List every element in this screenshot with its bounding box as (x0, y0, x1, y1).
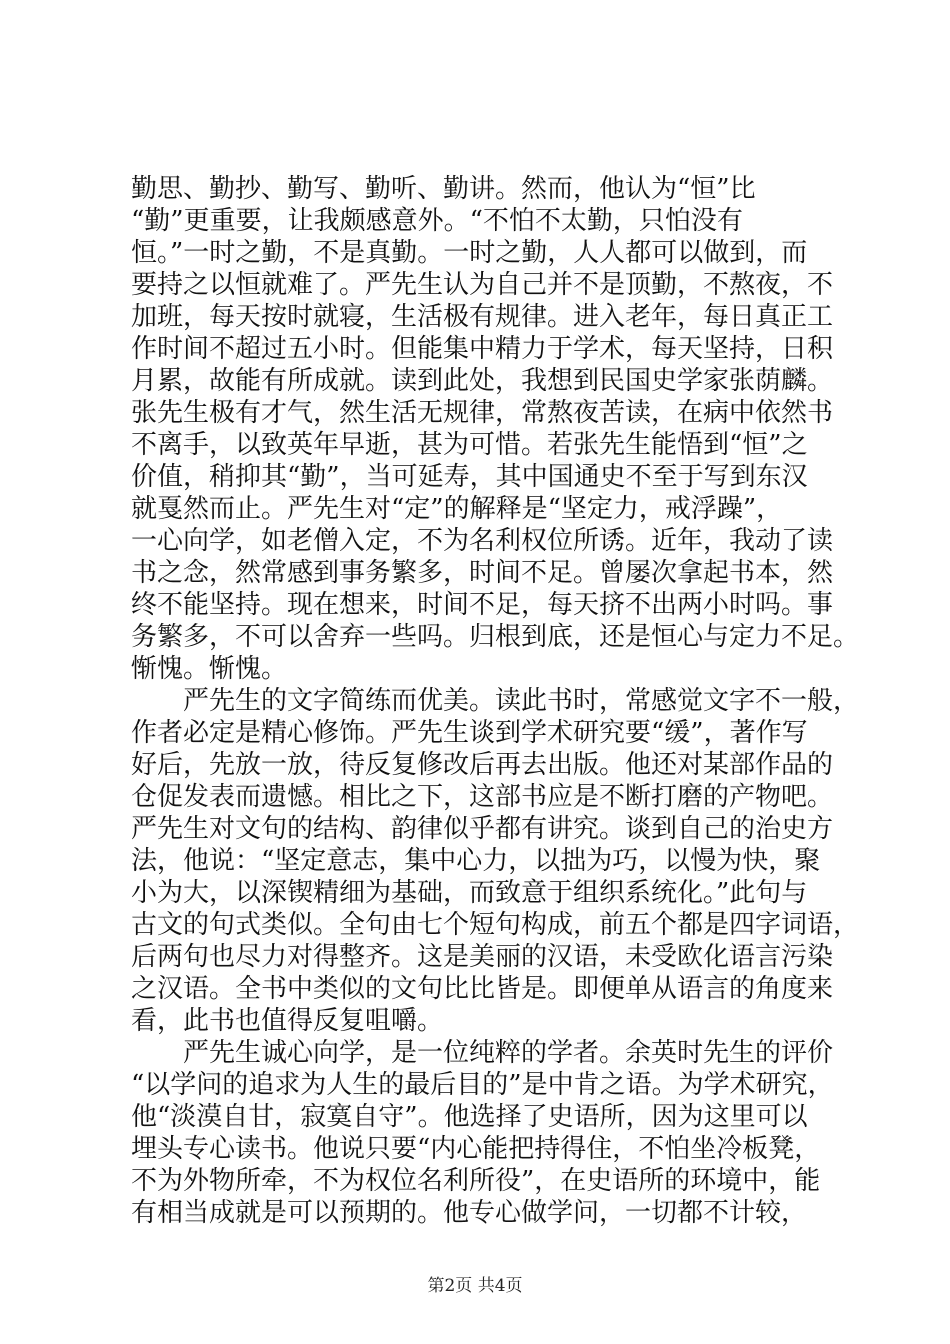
text-line: 一心向学，如老僧入定，不为名利权位所诱。近年，我动了读 (131, 526, 834, 556)
page-number: 第2页 共4页 (427, 1276, 523, 1296)
text-line: “勤”更重要，让我颇感意外。“不怕不太勤，只怕没有 (131, 206, 743, 236)
text-line: 不离手，以致英年早逝，甚为可惜。若张先生能悟到“恒”之 (131, 430, 808, 460)
text-line: 之汉语。全书中类似的文句比比皆是。即便单从语言的角度来 (131, 974, 834, 1004)
text-line: 加班，每天按时就寝，生活极有规律。进入老年，每日真正工 (131, 302, 834, 332)
text-line: 勤思、勤抄、勤写、勤听、勤讲。然而，他认为“恒”比 (131, 174, 756, 204)
text-line: 作时间不超过五小时。但能集中精力于学术，每天坚持，日积 (131, 334, 834, 364)
text-line: 有相当成就是可以预期的。他专心做学问，一切都不计较， (131, 1198, 808, 1228)
text-line: 后两句也尽力对得整齐。这是美丽的汉语，未受欧化语言污染 (131, 942, 834, 972)
text-line: 严先生的文字简练而优美。读此书时，常感觉文字不一般， (131, 686, 860, 716)
text-line: “以学问的追求为人生的最后目的”是中肯之语。为学术研究， (131, 1070, 834, 1100)
text-line: 张先生极有才气，然生活无规律，常熬夜苦读，在病中依然书 (131, 398, 834, 428)
text-line: 好后，先放一放，待反复修改后再去出版。他还对某部作品的 (131, 750, 834, 780)
text-line: 古文的句式类似。全句由七个短句构成，前五个都是四字词语， (131, 910, 860, 940)
text-line: 就戛然而止。严先生对“定”的解释是“坚定力，戒浮躁”， (131, 494, 783, 524)
text-line: 作者必定是精心修饰。严先生谈到学术研究要“缓”，著作写 (131, 718, 808, 748)
text-line: 要持之以恒就难了。严先生认为自己并不是顶勤，不熬夜，不 (131, 270, 834, 300)
text-line: 终不能坚持。现在想来，时间不足，每天挤不出两小时吗。事 (131, 590, 834, 620)
text-line: 看，此书也值得反复咀嚼。 (131, 1006, 444, 1036)
body-text (131, 173, 860, 1229)
text-line: 仓促发表而遗憾。相比之下，这部书应是不断打磨的产物吧。 (131, 782, 834, 812)
text-line: 惭愧。惭愧。 (131, 654, 288, 684)
text-line: 法，他说：“坚定意志，集中心力，以拙为巧，以慢为快，聚 (131, 846, 821, 876)
text-line: 埋头专心读书。他说只要“内心能把持得住，不怕坐冷板凳， (131, 1134, 821, 1164)
text-line: 恒。”一时之勤，不是真勤。一时之勤，人人都可以做到，而 (131, 238, 808, 268)
text-line: 价值，稍抑其“勤”，当可延寿，其中国通史不至于写到东汉 (131, 462, 808, 492)
text-line: 严先生对文句的结构、韵律似乎都有讲究。谈到自己的治史方 (131, 814, 834, 844)
text-line: 严先生诚心向学，是一位纯粹的学者。余英时先生的评价 (131, 1038, 834, 1068)
text-line: 务繁多，不可以舍弃一些吗。归根到底，还是恒心与定力不足。 (131, 622, 860, 652)
text-line: 不为外物所牵，不为权位名利所役”，在史语所的环境中，能 (131, 1166, 821, 1196)
text-line: 他“淡漠自甘，寂寞自守”。他选择了史语所，因为这里可以 (131, 1102, 808, 1132)
text-line: 小为大，以深锲精细为基础，而致意于组织系统化。”此句与 (131, 878, 808, 908)
page-footer (0, 1271, 950, 1296)
text-line: 月累，故能有所成就。读到此处，我想到民国史学家张荫麟。 (131, 366, 834, 396)
text-line: 书之念，然常感到事务繁多，时间不足。曾屡次拿起书本，然 (131, 558, 834, 588)
